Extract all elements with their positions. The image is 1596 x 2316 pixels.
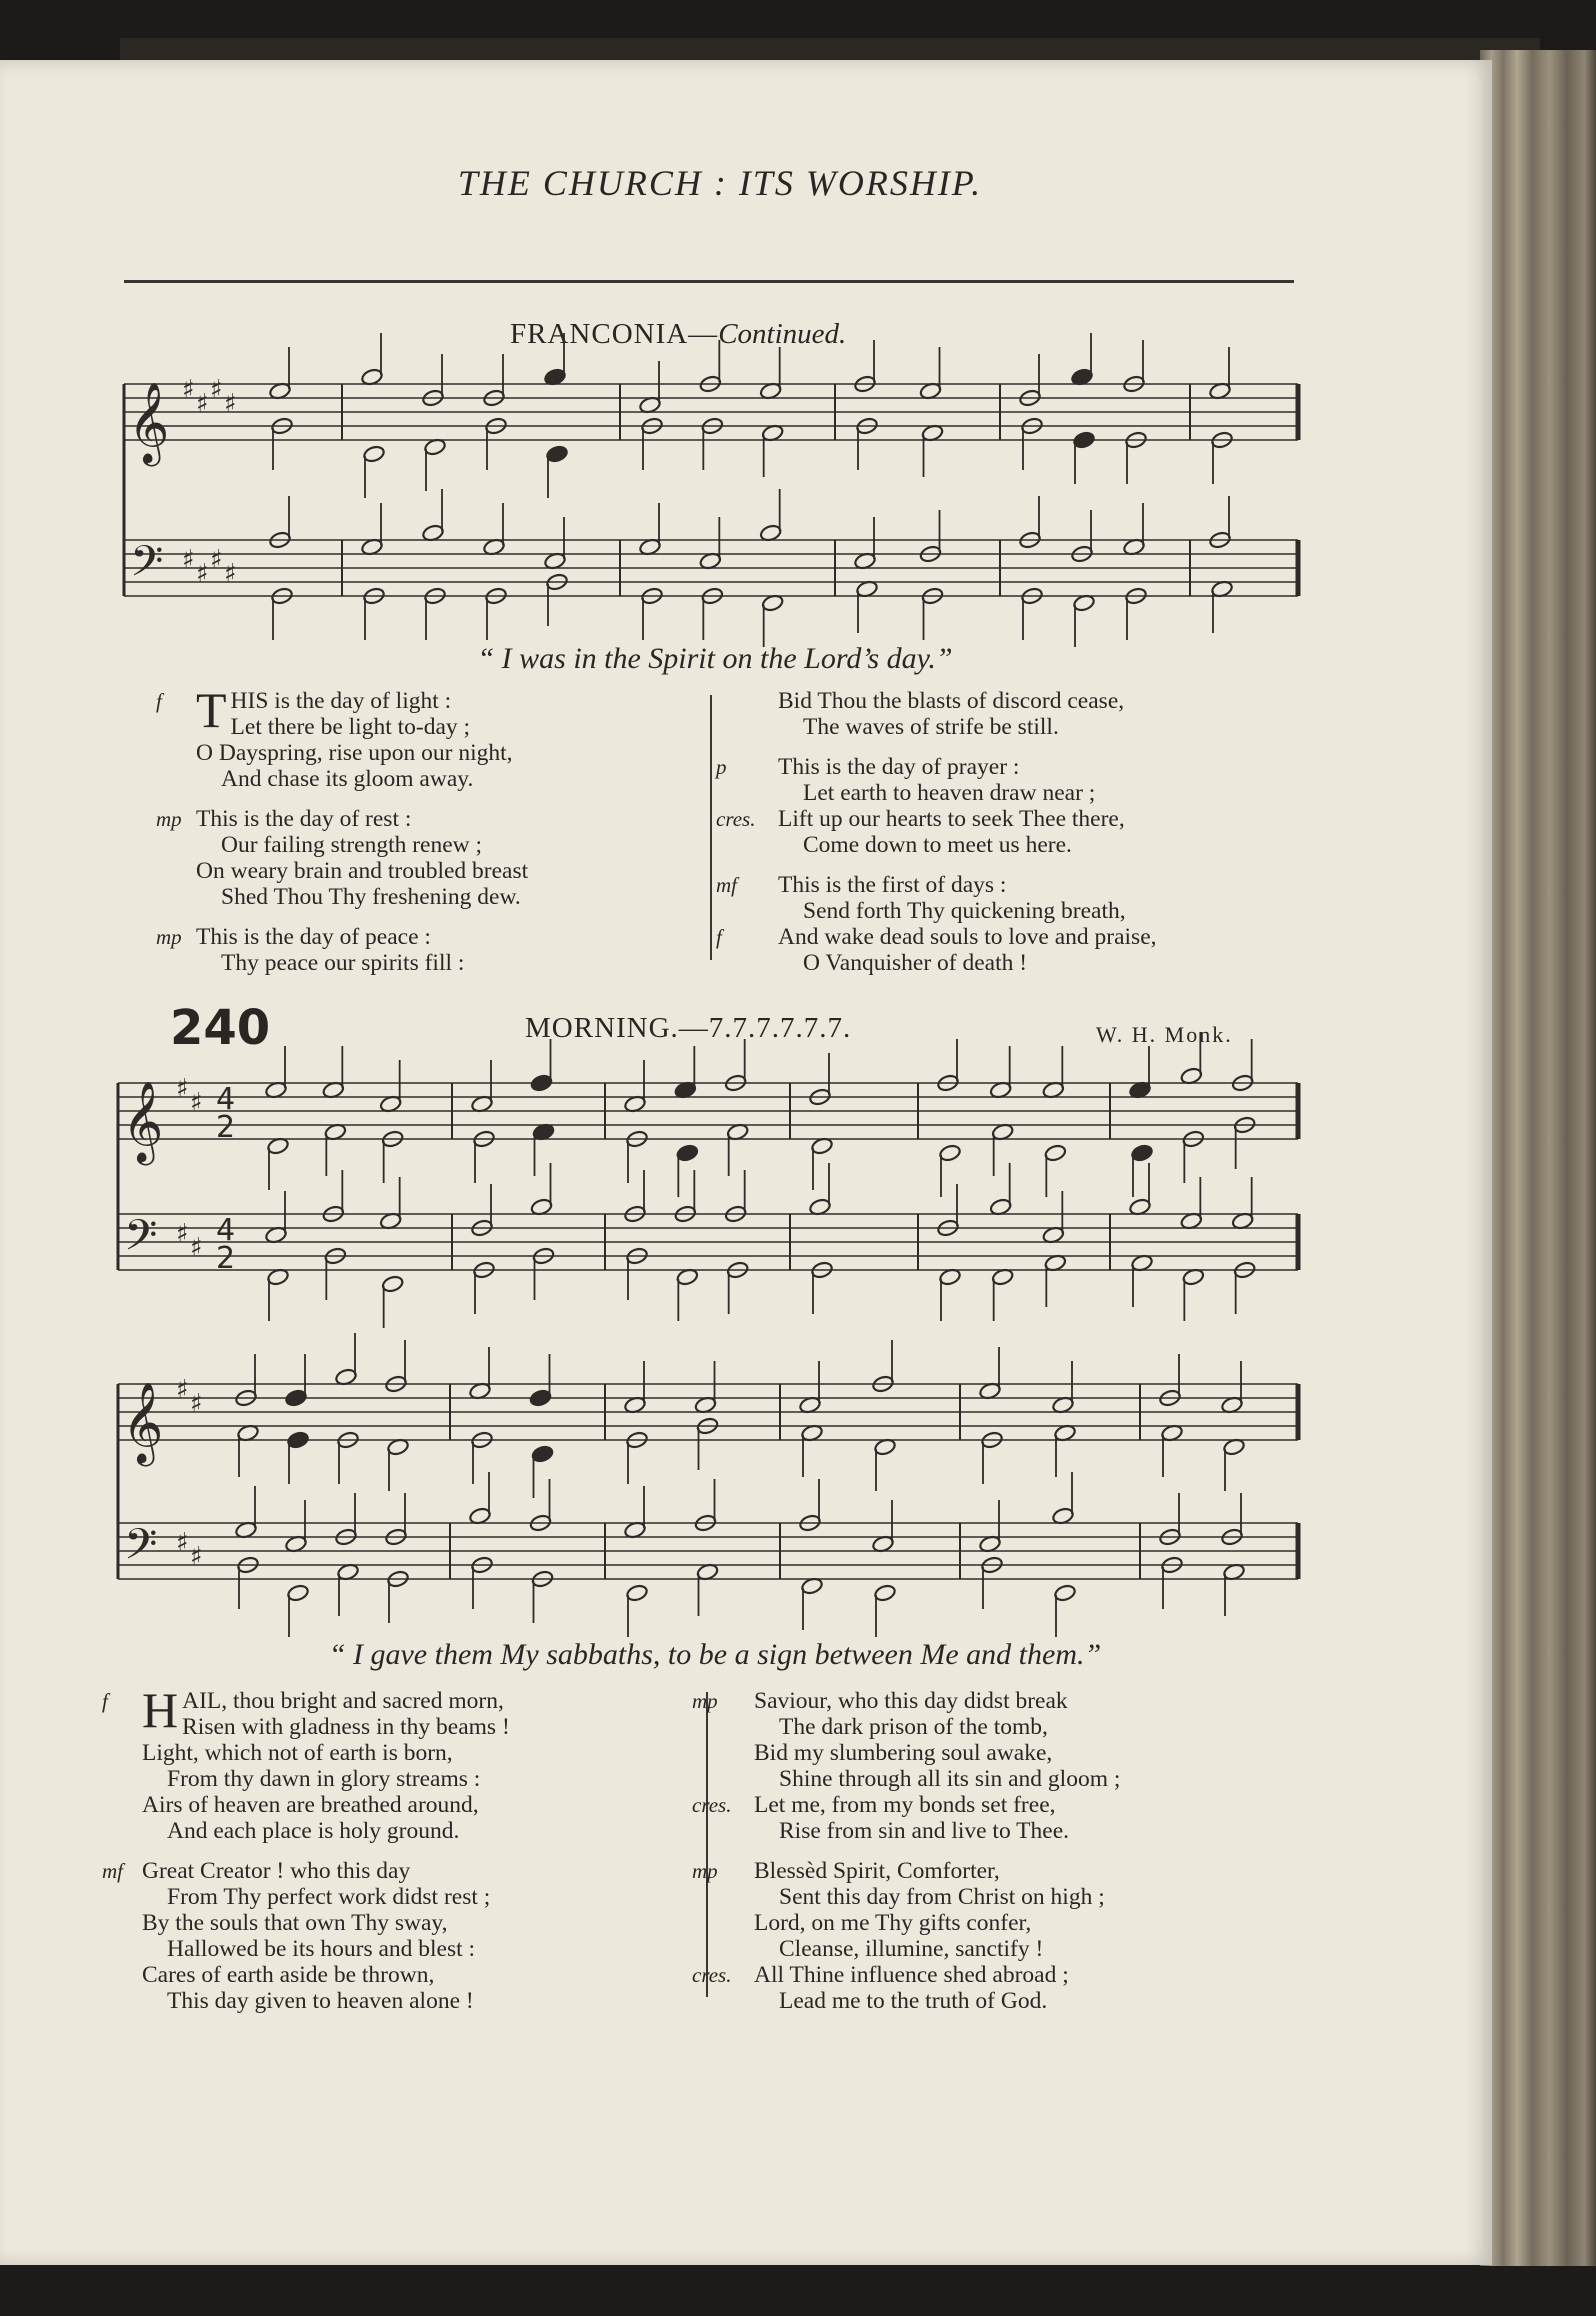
verse-line: cres. Lift up our hearts to seek Thee there, <box>716 806 1125 832</box>
dynamic-marking: f <box>156 689 162 713</box>
verse-line: Bid Thou the blasts of discord cease, <box>778 688 1125 714</box>
key-sharp: ♯ <box>210 545 223 575</box>
verse-line: mp Blessèd Spirit, Comforter, <box>692 1858 1000 1884</box>
key-sharp: ♯ <box>224 559 237 589</box>
verse-line: Risen with gladness in thy beams ! <box>182 1714 510 1740</box>
tune-title-morning: MORNING.—7.7.7.7.7.7. <box>525 1012 852 1044</box>
verse-line: Rise from sin and live to Thee. <box>779 1818 1069 1844</box>
treble-clef: 𝄞 <box>128 381 170 463</box>
stanza <box>692 1688 1314 1844</box>
dynamic-marking: cres. <box>716 807 756 831</box>
time-signature: 2 <box>216 1241 236 1276</box>
stanza <box>156 924 696 976</box>
verse-line: f T HIS is the day of light : <box>156 682 452 738</box>
verse-line: p This is the day of prayer : <box>716 754 1020 780</box>
verse-line: Lord, on me Thy gifts confer, <box>754 1910 1032 1936</box>
key-sharp: ♯ <box>182 545 195 575</box>
verse-line: Come down to meet us here. <box>803 832 1072 858</box>
dynamic-marking: f <box>716 925 722 949</box>
running-header: THE CHURCH : ITS WORSHIP. <box>457 163 983 203</box>
verse-line: Thy peace our spirits fill : <box>221 950 465 976</box>
scripture-quote-1: “ I was in the Spirit on the Lord’s day.” <box>477 642 953 675</box>
dynamic-marking: cres. <box>692 1963 732 1987</box>
dynamic-marking: f <box>102 1689 108 1713</box>
treble-clef: 𝄞 <box>122 1381 164 1463</box>
verse-line: Lead me to the truth of God. <box>779 1988 1048 2014</box>
verse-line: Hallowed be its hours and blest : <box>167 1936 476 1962</box>
verse-line: Cleanse, illumine, sanctify ! <box>779 1936 1044 1962</box>
drop-cap: T <box>196 682 227 738</box>
verse-line: And each place is holy ground. <box>167 1818 460 1844</box>
dynamic-marking: mf <box>102 1859 123 1883</box>
hymn-number: 240 <box>170 1000 271 1056</box>
verse-line: Our failing strength renew ; <box>221 832 483 858</box>
time-signature: 2 <box>216 1110 236 1145</box>
key-sharp: ♯ <box>190 1233 203 1263</box>
verse-line: mp This is the day of peace : <box>156 924 431 950</box>
verse-line: O Dayspring, rise upon our night, <box>196 740 513 766</box>
verse-line: Let there be light to-day ; <box>230 714 471 740</box>
verse-line: On weary brain and troubled breast <box>196 858 529 884</box>
verse-line: Light, which not of earth is born, <box>142 1740 453 1766</box>
dynamic-marking: mp <box>156 925 182 949</box>
verse-line: By the souls that own Thy sway, <box>142 1910 448 1936</box>
key-sharp: ♯ <box>210 375 223 405</box>
verse-line: mf Great Creator ! who this day <box>102 1858 411 1884</box>
dynamic-marking: mp <box>692 1689 718 1713</box>
verse-line: f H AIL, thou bright and sacred morn, <box>102 1682 504 1738</box>
stanza <box>716 754 1298 858</box>
bass-clef: 𝄢 <box>124 1211 158 1271</box>
verse-line: From Thy perfect work didst rest ; <box>167 1884 491 1910</box>
verse-line: cres. Let me, from my bonds set free, <box>692 1792 1056 1818</box>
verse-line: This day given to heaven alone ! <box>167 1988 474 2014</box>
bass-clef: 𝄢 <box>130 537 164 597</box>
verse-line: Let earth to heaven draw near ; <box>803 780 1096 806</box>
dynamic-marking: mp <box>156 807 182 831</box>
column-divider-2 <box>706 1692 708 1997</box>
key-sharp: ♯ <box>176 1528 189 1558</box>
verse-line: mf This is the first of days : <box>716 872 1007 898</box>
key-sharp: ♯ <box>196 559 209 589</box>
stanza <box>692 1858 1314 2014</box>
verse-line: Sent this day from Christ on high ; <box>779 1884 1105 1910</box>
verse-line: mp This is the day of rest : <box>156 806 412 832</box>
treble-clef: 𝄞 <box>122 1080 164 1162</box>
verse-line: Airs of heaven are breathed around, <box>142 1792 479 1818</box>
scripture-quote-2: “ I gave them My sabbaths, to be a sign between Me and them.” <box>328 1638 1102 1671</box>
verse-line: Shine through all its sin and gloom ; <box>779 1766 1121 1792</box>
verse-line: From thy dawn in glory streams : <box>167 1766 481 1792</box>
composer: W. H. Monk. <box>1096 1022 1233 1047</box>
verse-line: cres. All Thine influence shed abroad ; <box>692 1962 1069 1988</box>
time-signature: 4 <box>216 1082 236 1117</box>
verse-line: f And wake dead souls to love and praise, <box>716 924 1157 950</box>
verse-line: Send forth Thy quickening breath, <box>803 898 1126 924</box>
dynamic-marking: cres. <box>692 1793 732 1817</box>
verse-line: And chase its gloom away. <box>221 766 474 792</box>
key-sharp: ♯ <box>190 1088 203 1118</box>
hymn-text-left-1 <box>156 682 696 990</box>
verse-line: Cares of earth aside be thrown, <box>142 1962 435 1988</box>
tune-title-franconia: FRANCONIA—Continued. <box>510 318 847 350</box>
stanza <box>102 1858 702 2014</box>
verse-line: The dark prison of the tomb, <box>779 1714 1048 1740</box>
hymn-text-right-2 <box>692 1688 1314 2028</box>
stanza <box>102 1682 702 1844</box>
key-sharp: ♯ <box>190 1542 203 1572</box>
stanza <box>156 682 696 792</box>
key-sharp: ♯ <box>190 1389 203 1419</box>
hymn-text-right-1 <box>716 688 1298 990</box>
hymn-text-left-2 <box>102 1682 702 2028</box>
dynamic-marking: mf <box>716 873 737 897</box>
key-sharp: ♯ <box>176 1375 189 1405</box>
verse-line: Shed Thou Thy freshening dew. <box>221 884 521 910</box>
key-sharp: ♯ <box>176 1219 189 1249</box>
column-divider-1 <box>710 695 712 960</box>
key-sharp: ♯ <box>224 389 237 419</box>
verse-line: mp Saviour, who this day didst break <box>692 1688 1068 1714</box>
verse-line: O Vanquisher of death ! <box>803 950 1028 976</box>
stanza <box>778 688 1298 740</box>
drop-cap: H <box>142 1682 179 1738</box>
dynamic-marking: mp <box>692 1859 718 1883</box>
time-signature: 4 <box>216 1213 236 1248</box>
stanza <box>156 806 696 910</box>
key-sharp: ♯ <box>182 375 195 405</box>
verse-line: Bid my slumbering soul awake, <box>754 1740 1053 1766</box>
key-sharp: ♯ <box>176 1074 189 1104</box>
stanza <box>716 872 1298 976</box>
bass-clef: 𝄢 <box>124 1520 158 1580</box>
dynamic-marking: p <box>716 755 727 779</box>
verse-line: The waves of strife be still. <box>803 714 1059 740</box>
key-sharp: ♯ <box>196 389 209 419</box>
